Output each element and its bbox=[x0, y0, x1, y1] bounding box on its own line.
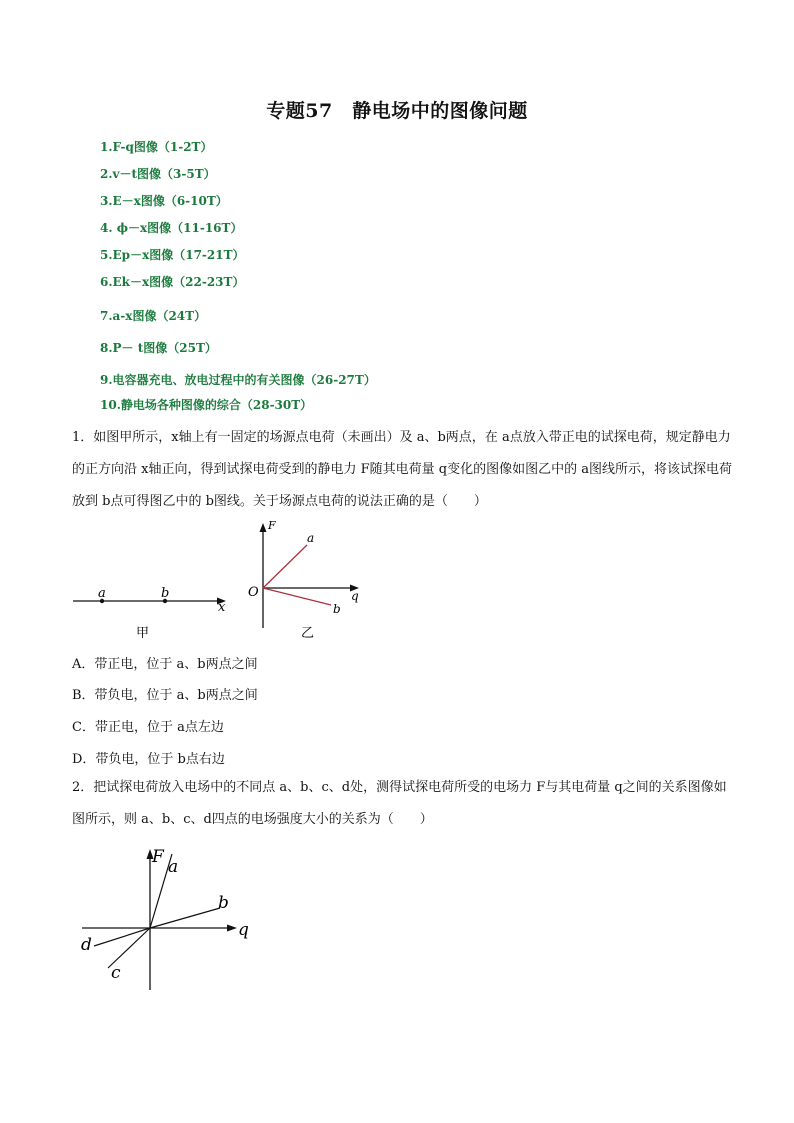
label-line-a: a bbox=[168, 857, 179, 877]
question-2-text: 2．把试探电荷放入电场中的不同点 a、b、c、d处，测得试探电荷所受的电场力 F与其电荷量 q之间的关系图像如图所示，则 a、b、c、d四点的电场强度大小的关系为（ ） bbox=[72, 780, 727, 827]
toc-item: 1.F-q图像（1-2T） bbox=[100, 140, 213, 154]
graph-line-c bbox=[108, 928, 150, 968]
label-origin: O bbox=[248, 585, 259, 600]
graph-line-a bbox=[263, 545, 307, 588]
label-line-a: a bbox=[307, 531, 315, 545]
option-b[interactable]: B．带负电，位于 a、b两点之间 bbox=[72, 688, 258, 703]
label-f: F bbox=[152, 847, 164, 867]
graph-line-b bbox=[263, 588, 331, 605]
label-q: q bbox=[351, 589, 359, 603]
option-d[interactable]: D．带负电，位于 b点右边 bbox=[72, 752, 225, 767]
toc-item: 7.a-x图像（24T） bbox=[100, 309, 207, 323]
label-q: q bbox=[238, 920, 249, 940]
question-1-text: 1．如图甲所示，x轴上有一固定的场源点电荷（未画出）及 a、b两点，在 a点放入带正电的试探电荷，规定静电力的正方向沿 x轴正向，得到试探电荷受到的静电力 F随其电荷量 q变化的图像如图乙中的 a图线所示，将该试探电荷放到 b点可得图乙中的 b图线。关于场源点电荷的说法正确的是（ ） bbox=[72, 430, 732, 509]
graph-line-d bbox=[94, 928, 150, 946]
option-a[interactable]: A．带正电，位于 a、b两点之间 bbox=[72, 657, 258, 672]
toc-item: 8.P－ t图像（25T） bbox=[100, 341, 217, 355]
label-line-b: b bbox=[333, 602, 341, 616]
page-title: 专题57 静电场中的图像问题 bbox=[266, 100, 528, 122]
figure-yi bbox=[243, 515, 368, 643]
label-b: b bbox=[161, 586, 170, 601]
arrow-icon bbox=[227, 925, 237, 932]
label-line-b: b bbox=[218, 893, 229, 913]
figure-jia bbox=[70, 580, 240, 645]
toc-item: 5.Ep－x图像（17-21T） bbox=[100, 248, 245, 262]
toc-item: 6.Ek－x图像（22-23T） bbox=[100, 275, 245, 289]
toc-item: 10.静电场各种图像的综合（28-30T） bbox=[100, 398, 313, 412]
label-line-d: d bbox=[81, 935, 92, 955]
arrow-icon bbox=[260, 523, 267, 532]
label-line-c: c bbox=[111, 963, 121, 983]
caption-jia: 甲 bbox=[136, 626, 150, 641]
option-c[interactable]: C．带正电，位于 a点左边 bbox=[72, 720, 224, 735]
label-x-axis: x bbox=[218, 600, 226, 615]
toc-item: 2.v－t图像（3-5T） bbox=[100, 167, 216, 181]
graph-line-b bbox=[150, 908, 220, 928]
label-a: a bbox=[98, 586, 106, 601]
label-f: F bbox=[268, 519, 276, 532]
toc-item: 3.E－x图像（6-10T） bbox=[100, 194, 228, 208]
figure-q2 bbox=[72, 840, 262, 1000]
caption-yi: 乙 bbox=[301, 626, 315, 641]
toc-item: 9.电容器充电、放电过程中的有关图像（26-27T） bbox=[100, 373, 376, 387]
toc-item: 4. ϕ－x图像（11-16T） bbox=[100, 221, 243, 235]
